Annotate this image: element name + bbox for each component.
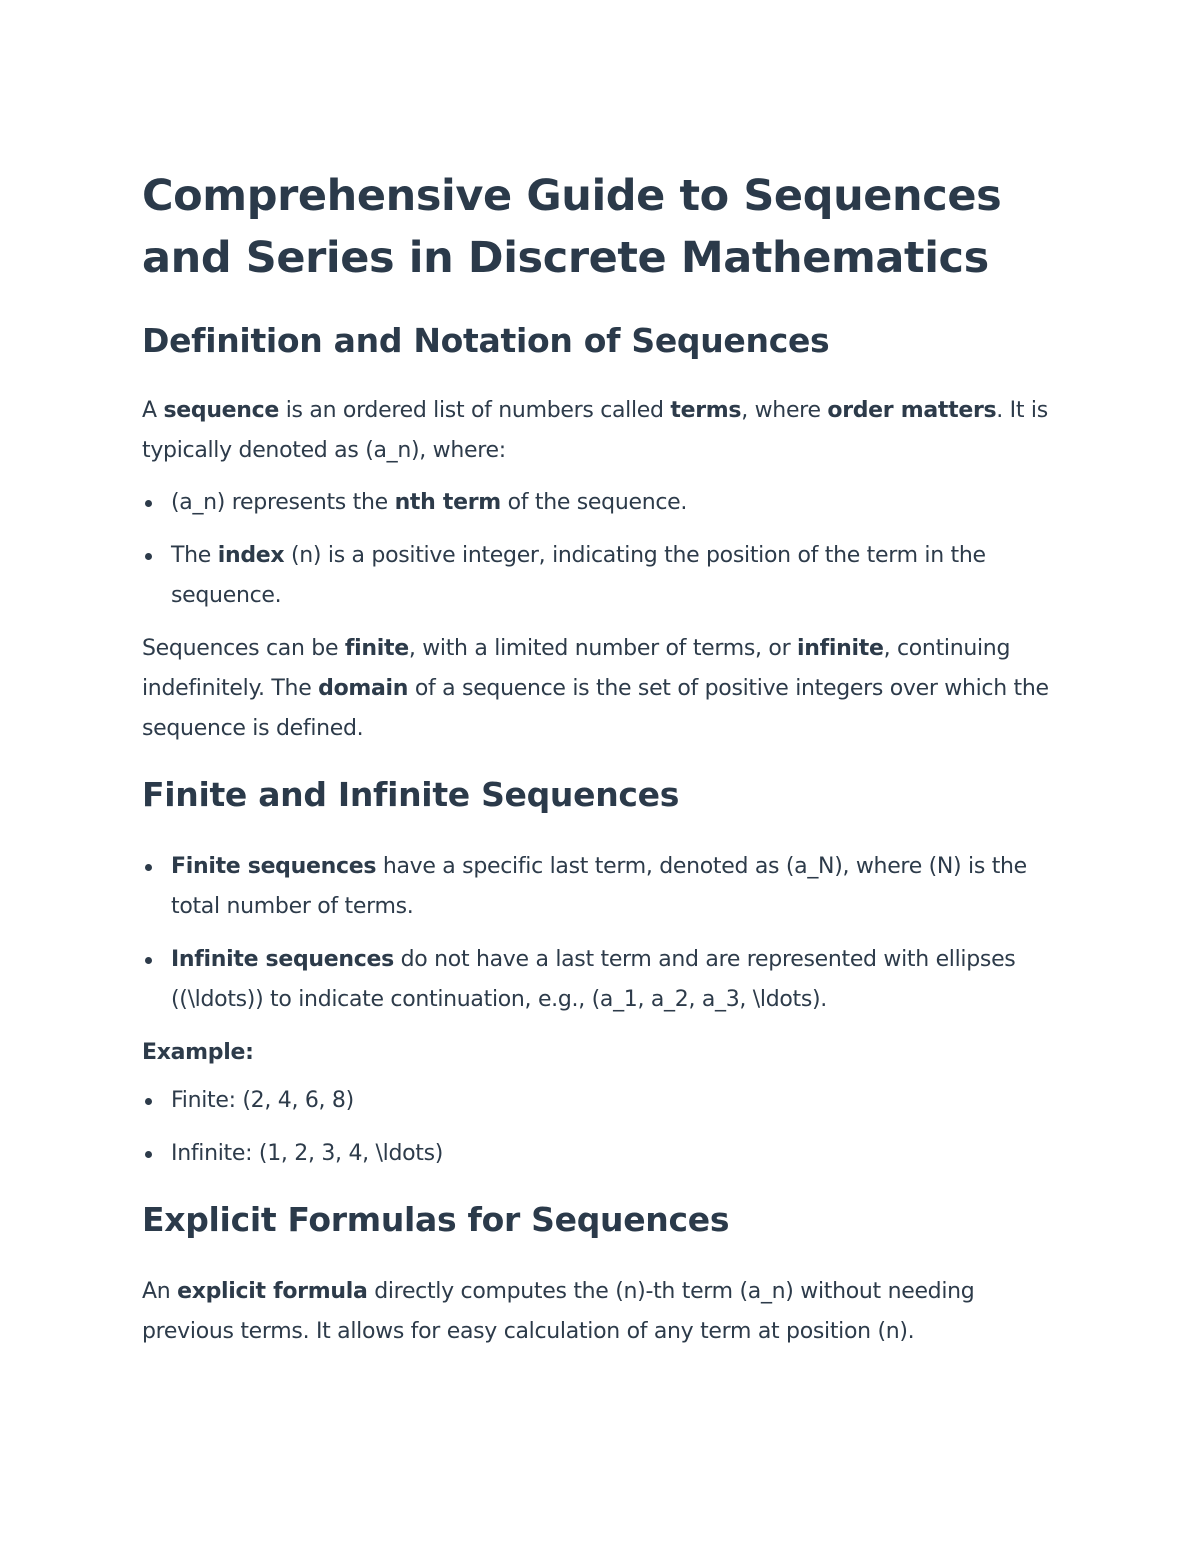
text-run: do not have a last term and are represented with ellipses ((\ldots)) to indicate continuation, e.g., (a_1, a_2, a_3, \ldots). [171,947,1016,1012]
bold-term-finite: finite [344,636,409,661]
document-page [142,165,1067,1364]
example-label [142,1033,1067,1073]
section-heading-explicit-formulas: Explicit Formulas for Sequences [142,1200,730,1239]
text-run: (n) is a positive integer, indicating the position of the term in the sequence. [171,543,986,608]
list-item: Infinite: (1, 2, 3, 4, \ldots) [142,1134,1067,1174]
list-item [142,536,1067,616]
section-heading-finite-infinite: Finite and Infinite Sequences [142,775,680,814]
text-run: , where [741,398,828,423]
text-run: (a_n) represents the [171,490,395,515]
text-run: The [171,543,218,568]
text-run: directly computes the (n)-th term (a_n) without needing previous terms. It allows for easy calculation of any term at position (n). [142,1279,975,1344]
text-run: of the sequence. [500,490,688,515]
section-heading-definition: Definition and Notation of Sequences [142,321,830,360]
bold-term-explicit-formula: explicit formula [177,1279,368,1304]
bold-term-nth-term: nth term [394,490,501,515]
list-item [142,483,1067,523]
text-run: is an ordered list of numbers called [279,398,671,423]
bold-term-sequence: sequence [163,398,280,423]
document-title: Comprehensive Guide to Sequences and Series in Discrete Mathematics [142,171,1002,283]
paragraph-explicit-formula [142,1272,1067,1352]
bold-example-label: Example: [142,1040,254,1065]
bold-term-index: index [217,543,285,568]
list-item [142,940,1067,1020]
text-run: Sequences can be [142,636,345,661]
bold-term-infinite: infinite [797,636,884,661]
text-run: of a sequence is the set of positive integers over which the sequence is defined. [142,676,1049,741]
text-run: . It is typically denoted as (a_n), where: [142,398,1048,463]
paragraph-sequence-definition [142,391,1067,471]
paragraph-finite-infinite-domain [142,629,1067,749]
text-run: An [142,1279,178,1304]
list-item [142,847,1067,927]
text-run: , continuing indefinitely. The [142,636,1011,701]
definition-bullet-list [142,483,1067,616]
finite-infinite-bullet-list [142,847,1067,1020]
list-item: Finite: (2, 4, 6, 8) [142,1081,1067,1121]
bold-term-finite-sequences: Finite sequences [171,854,377,879]
bold-term-order-matters: order matters [827,398,997,423]
text-run: have a specific last term, denoted as (a_N), where (N) is the total number of terms. [171,854,1027,919]
example-bullet-list [142,1081,1067,1174]
bold-term-terms: terms [670,398,742,423]
text-run: A [142,398,164,423]
bold-term-infinite-sequences: Infinite sequences [171,947,394,972]
text-run: , with a limited number of terms, or [408,636,798,661]
bold-term-domain: domain [318,676,409,701]
